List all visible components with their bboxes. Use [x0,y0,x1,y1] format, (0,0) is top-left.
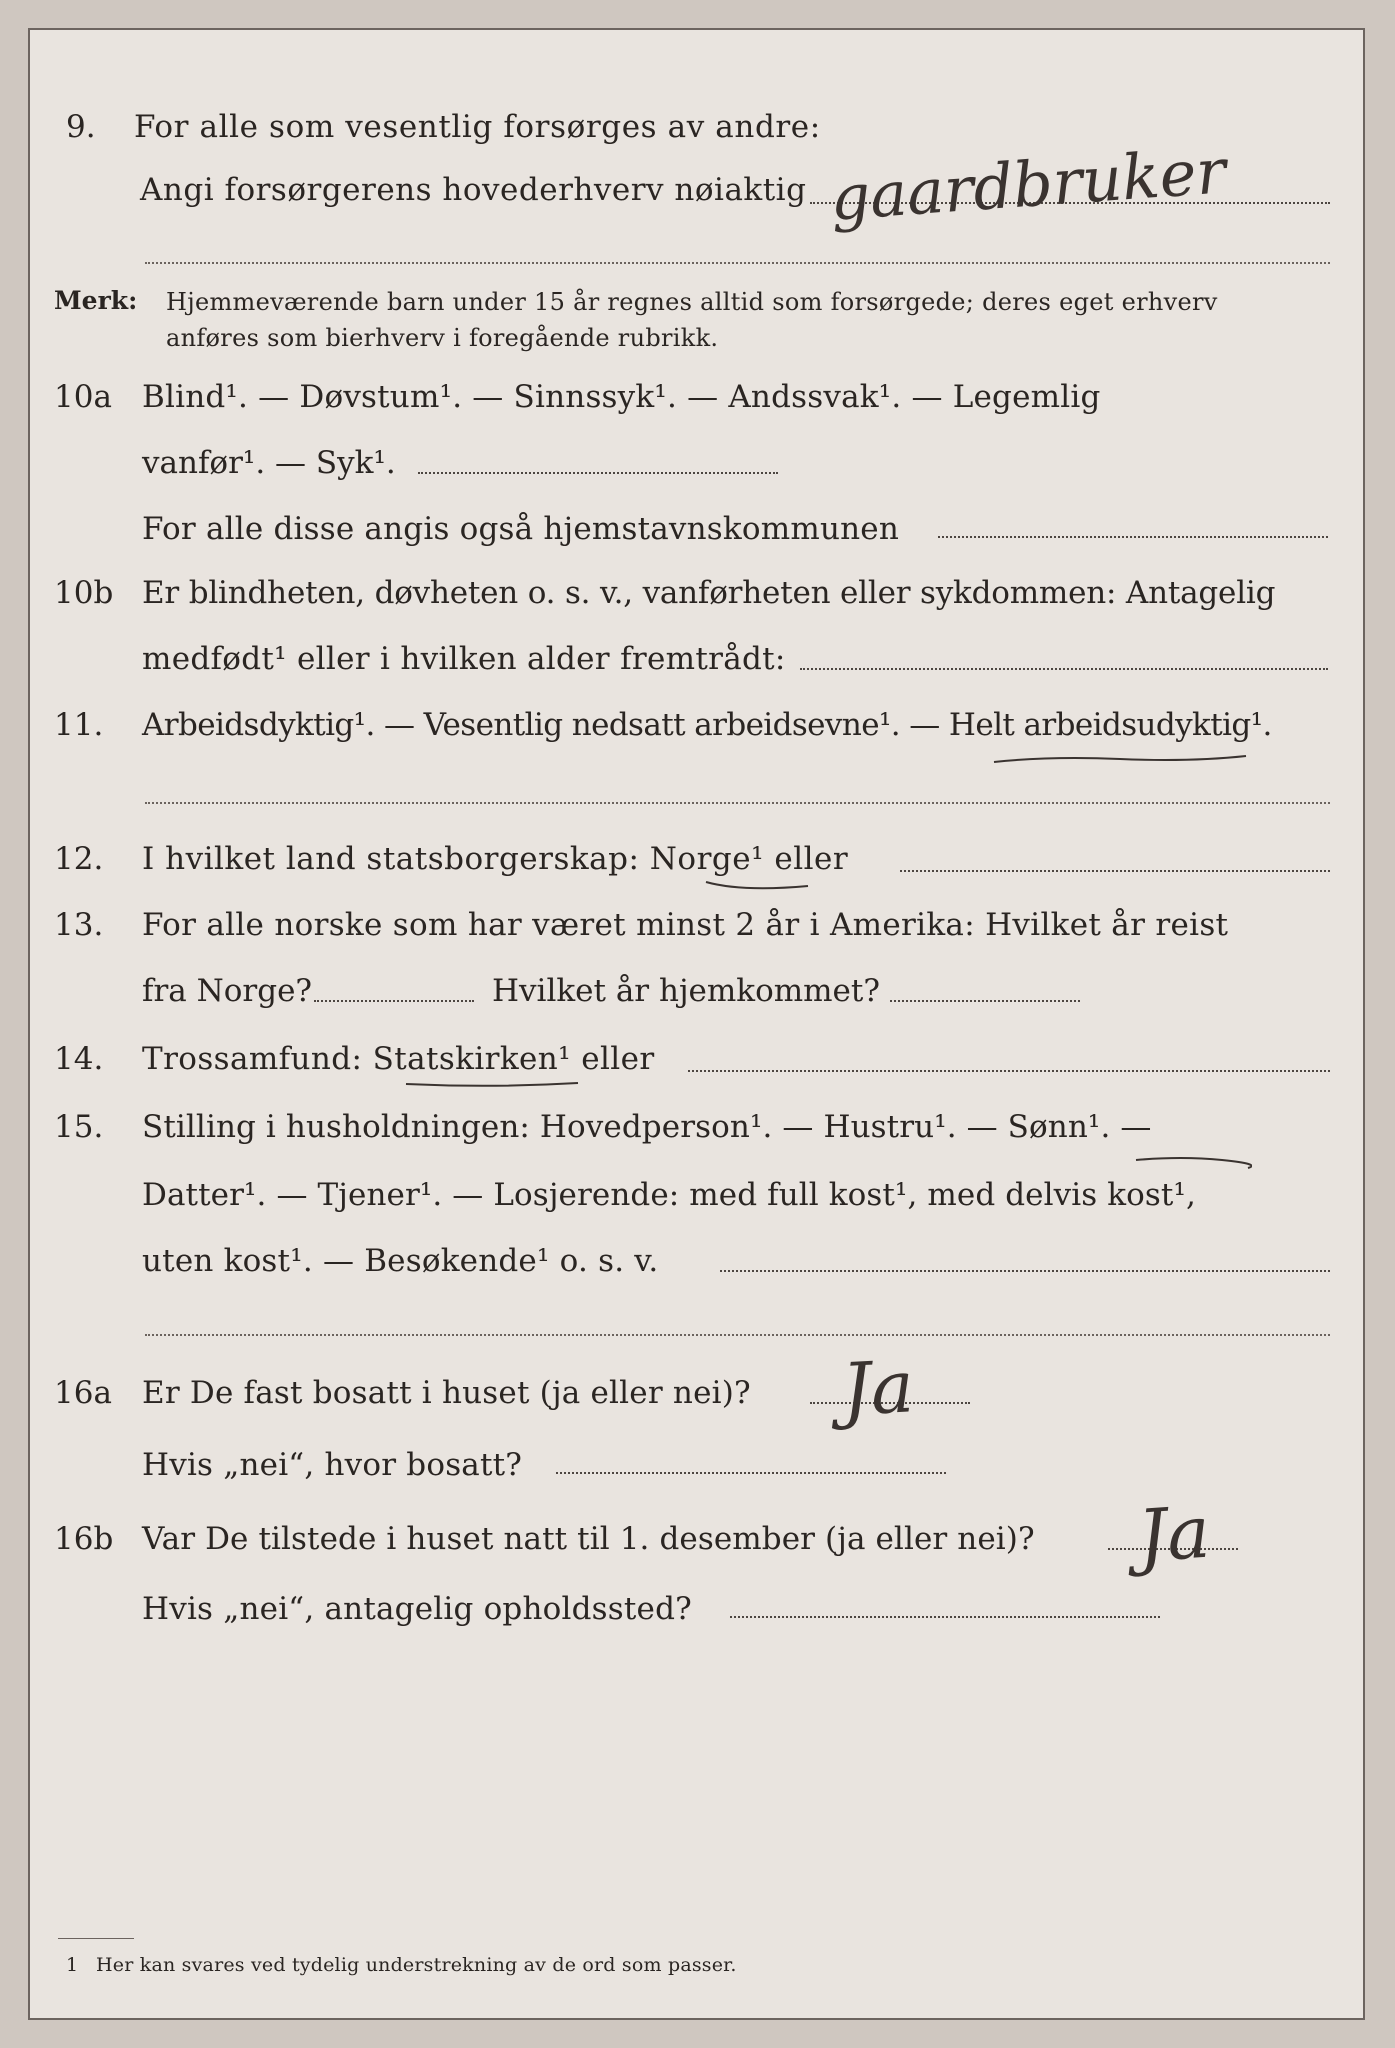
q15-line-3: uten kost¹. — Besøkende¹ o. s. v. [142,1243,659,1279]
footnote-text: Her kan svares ved tydelig understrekning av de ord som passer. [96,1954,737,1976]
q14-trossamfund-field[interactable] [688,1070,1330,1072]
q16a-line-2: Hvis „nei“, hvor bosatt? [142,1447,523,1483]
q10a-number: 10a [54,379,112,415]
q11-number: 11. [54,707,104,743]
q10a-line-1: Blind¹. — Døvstum¹. — Sinnssyk¹. — Andssvak¹. — Legemlig [142,379,1101,415]
q16a-bosatt-field[interactable] [556,1472,946,1474]
q14-line: Trossamfund: Statskirken¹ eller [142,1041,655,1077]
q12-land-field[interactable] [900,870,1330,872]
q16b-line-2: Hvis „nei“, antagelig opholdssted? [142,1591,692,1627]
q16b-opholdssted-field[interactable] [730,1616,1160,1618]
q9-extra-line [145,262,1330,264]
q16b-line-1: Var De tilstede i huset natt til 1. desember (ja eller nei)? [142,1521,1035,1557]
q13-hjemkommet-field[interactable] [890,1000,1080,1002]
q16a-handwritten-answer: Ja [839,1344,916,1432]
q14-underline-mark [402,1076,582,1096]
footnote-rule [58,1938,134,1939]
q12-line: I hvilket land statsborgerskap: Norge¹ eller [142,841,849,877]
q10b-alder-field[interactable] [800,668,1328,670]
q16a-number: 16a [54,1375,112,1411]
q15-line-1: Stilling i husholdningen: Hovedperson¹. — Hustru¹. — Sønn¹. — [142,1109,1152,1145]
q12-underline-mark [702,876,812,896]
q14-number: 14. [54,1041,104,1077]
q11-line: Arbeidsdyktig¹. — Vesentlig nedsatt arbeidsevne¹. — Helt arbeidsudyktig¹. [142,707,1272,743]
q13-line-2b: Hvilket år hjemkommet? [492,973,880,1009]
q11-extra-line [145,802,1330,804]
q15-underline-mark [1132,1152,1252,1174]
q9-line: Angi forsørgerens hovederhverv nøiaktig [140,172,807,208]
q10a-syk-field[interactable] [418,472,778,474]
q10a-line-3: For alle disse angis også hjemstavnskommunen [142,511,899,547]
q16a-line-1: Er De fast bosatt i huset (ja eller nei)? [142,1375,751,1411]
merk-line-1: Hjemmeværende barn under 15 år regnes alltid som forsørgede; deres eget erhverv [166,288,1218,316]
q16b-number: 16b [54,1521,114,1557]
q9-number: 9. [66,109,96,145]
q13-line-1: For alle norske som har været minst 2 år i Amerika: Hvilket år reist [142,907,1229,943]
q10b-line-1: Er blindheten, døvheten o. s. v., vanførheten eller sykdommen: Antagelig [142,575,1276,611]
census-form-page [28,28,1365,2020]
q10b-line-2: medfødt¹ eller i hvilken alder fremtrådt: [142,641,786,677]
q13-number: 13. [54,907,104,943]
q16b-handwritten-answer: Ja [1135,1489,1213,1579]
q13-line-2a: fra Norge? [142,973,313,1009]
merk-line-2: anføres som bierhverv i foregående rubrikk. [166,324,719,352]
q15-line-2: Datter¹. — Tjener¹. — Losjerende: med full kost¹, med delvis kost¹, [142,1177,1196,1213]
q9-title: For alle som vesentlig forsørges av andre: [134,109,821,145]
q15-extra-field[interactable] [720,1270,1330,1272]
q12-number: 12. [54,841,104,877]
q10a-line-2: vanfør¹. — Syk¹. [142,445,396,481]
merk-label: Merk: [54,286,138,315]
q13-reist-field[interactable] [314,1000,474,1002]
q11-underline-mark [990,750,1250,770]
footnote-mark: 1 [66,1954,79,1976]
q9-handwritten-answer: gaardbruker [827,134,1229,235]
q10a-kommune-field[interactable] [938,536,1328,538]
q15-extra-line [145,1334,1330,1336]
q15-number: 15. [54,1109,104,1145]
q10b-number: 10b [54,575,114,611]
